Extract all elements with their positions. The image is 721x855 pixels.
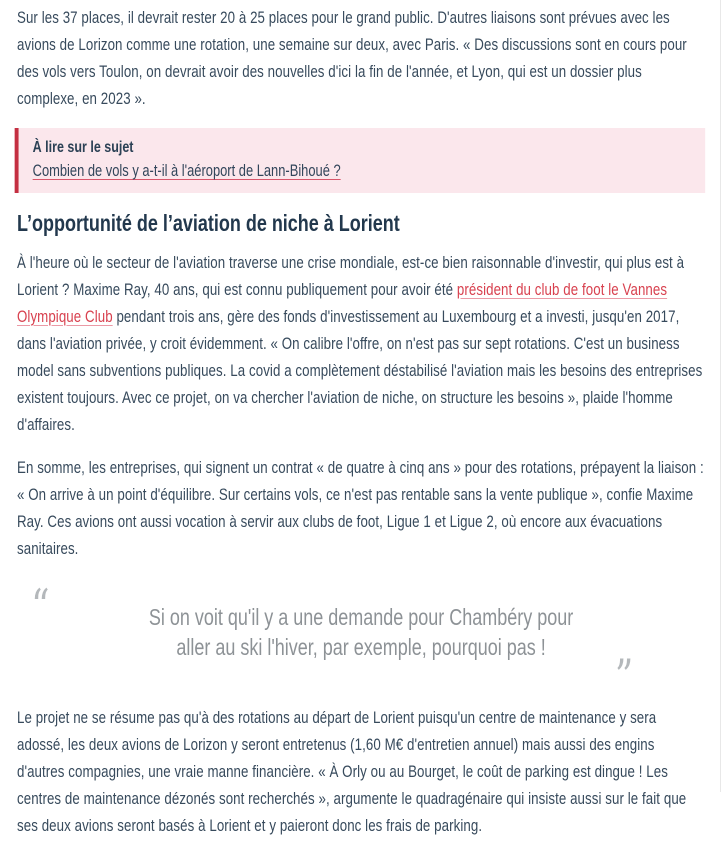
section-heading: L’opportunité de l’aviation de niche à Lorient: [17, 210, 400, 236]
article-body: [17, 4, 705, 855]
paragraph-niche-text-after: pendant trois ans, gère des fonds d'investissement au Luxembourg et a investi, jusqu'en 2017, dans l'aviation privée, y croit évidemment. « On calibre l'offre, on n'est pas sur sept rotations. C'est un business model sans subventions publiques. La covid a complètement déstabilisé l'aviation mais les besoins des entreprises existent toujours. Avec ce projet, on va chercher l'aviation de niche, on structure les besoins », plaide l'homme d'affaires.: [17, 307, 703, 434]
close-quote-icon: ”: [614, 649, 634, 703]
paragraph-contracts: En somme, les entreprises, qui signent un contrat « de quatre à cinq ans » pour des rotations, prépayent la liaison : « On arrive à un point d'équilibre. Sur certains vols, ce n'est pas rentable sans la vente publique », confie Maxime Ray. Ces avions ont aussi vocation à servir aux clubs de foot, Ligue 1 et Ligue 2, où encore aux évacuations sanitaires.: [17, 458, 704, 558]
open-quote-icon: “: [31, 579, 50, 633]
paragraph-niche-text-before: À l'heure où le secteur de l'aviation traverse une crise mondiale, est-ce bien raisonnable d'investir, qui plus est à Lorient ? Maxime Ray, 40 ans, qui est connu publiquement pour avoir été: [17, 253, 685, 299]
pull-quote: [17, 578, 705, 703]
paragraph-niche: [17, 249, 705, 438]
paragraph-maintenance: Le projet ne se résume pas qu'à des rotations au départ de Lorient puisqu'un centre de maintenance y sera adossé, les deux avions de Lorizon y seront entretenus (1,60 M€ d'entretien annuel) mais aussi des engins d'autres compagnies, une vraie manne financière. « À Orly ou au Bourget, le coût de parking est dingue ! Les centres de maintenance dézonés sont recherchés », argumente le quadragénaire qui insiste aussi sur le fait que ses deux avions seront basés à Lorient et y paieront donc les frais de parking.: [17, 708, 687, 835]
read-also-box: [15, 128, 706, 193]
pull-quote-text: Si on voit qu'il y a une demande pour Chambéry pour aller au ski l'hiver, par exemple, pourquoi pas !: [148, 604, 574, 660]
paragraph-intro: Sur les 37 places, il devrait rester 20 à 25 places pour le grand public. D'autres liaisons sont prévues avec les avions de Lorizon comme une rotation, une semaine sur deux, avec Paris. « Des discussions sont en cours pour des vols vers Toulon, on devrait avoir des nouvelles d'ici la fin de l'année, et Lyon, qui est un dossier plus complexe, en 2023 ».: [17, 8, 687, 108]
vannes-olympique-club-link[interactable]: président du club de foot le Vannes Olympique Club: [17, 280, 668, 326]
read-also-link[interactable]: Combien de vols y a-t-il à l'aéroport de Lann-Bihoué ?: [32, 162, 341, 180]
read-also-title: À lire sur le sujet: [32, 139, 134, 156]
